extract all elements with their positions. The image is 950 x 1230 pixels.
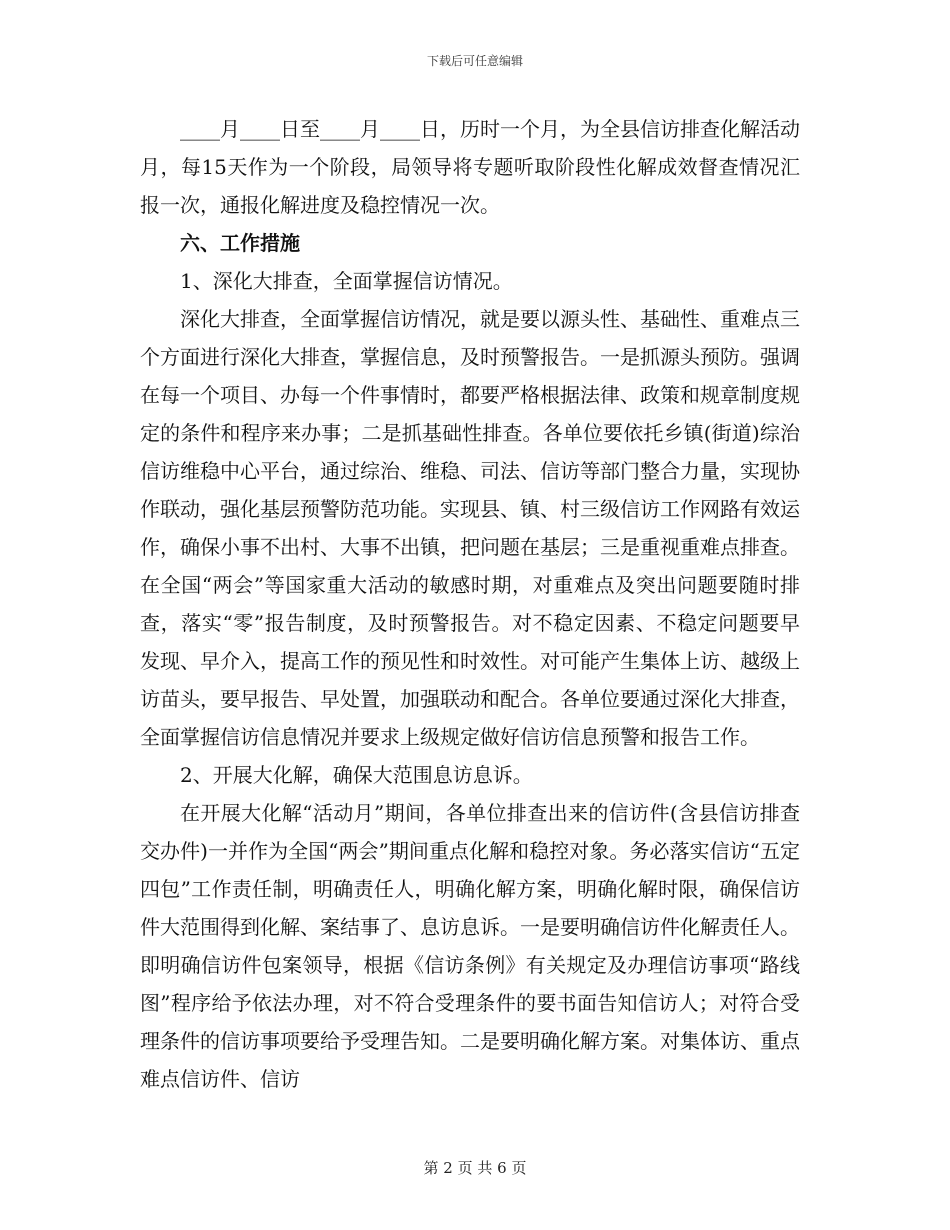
paragraph-investigation: 深化大排查，全面掌握信访情况，就是要以源头性、基础性、重难点三个方面进行深化大排查，掌握信息，及时预警报告。一是抓源头预防。强调在每一个项目、办每一个件事情时，都要严格根据法律、政策和规章制度规定的条件和程序来办事；二是抓基础性排查。各单位要依托乡镇(街道)综治信访维稳中心平台，通过综治、维稳、司法、信访等部门整合力量，实现协作联动，强化基层预警防范功能。实现县、镇、村三级信访工作网路有效运作，确保小事不出村、大事不出镇，把问题在基层；三是重视重难点排查。在全国“两会”等国家重大活动的敏感时期，对重难点及突出问题要随时排查，落实“零”报告制度，及时预警报告。对不稳定因素、不稳定问题要早发现、早介入，提高工作的预见性和时效性。对可能产生集体上访、越级上访苗头，要早报告、早处置，加强联动和配合。各单位要通过深化大排查，全面掌握信访信息情况并要求上级规定做好信访信息预警和报告工作。 (140, 307, 800, 749)
paragraph-schedule: ____月____日至____月____日，历时一个月，为全县信访排查化解活动月，每15天作为一个阶段，局领导将专题听取阶段性化解成效督查情况汇报一次，通报化解进度及稳控情况一次。 (140, 117, 800, 217)
section-heading-work-measures: 六、工作措施 (180, 231, 300, 255)
subheading-resolution: 2、开展大化解，确保大范围息访息诉。 (180, 763, 533, 787)
subheading-investigation: 1、深化大排查，全面掌握信访情况。 (180, 269, 513, 293)
document-body (140, 110, 800, 1098)
page-footer: 第 2 页 共 6 页 (423, 1159, 527, 1177)
paragraph-resolution: 在开展大化解“活动月”期间，各单位排查出来的信访件(含县信访排查交办件)一并作为全国“两会”期间重点化解和稳控对象。务必落实信访“五定四包”工作责任制，明确责任人，明确化解方案，明确化解时限，确保信访件大范围得到化解、案结事了、息访息诉。一是要明确信访件化解责任人。即明确信访件包案领导，根据《信访条例》有关规定及办理信访事项“路线图”程序给予依法办理，对不符合受理条件的要书面告知信访人；对符合受理条件的信访事项要给予受理告知。二是要明确化解方案。对集体访、重点难点信访件、信访 (140, 801, 800, 1091)
page-header: 下载后可任意编辑 (426, 54, 523, 68)
